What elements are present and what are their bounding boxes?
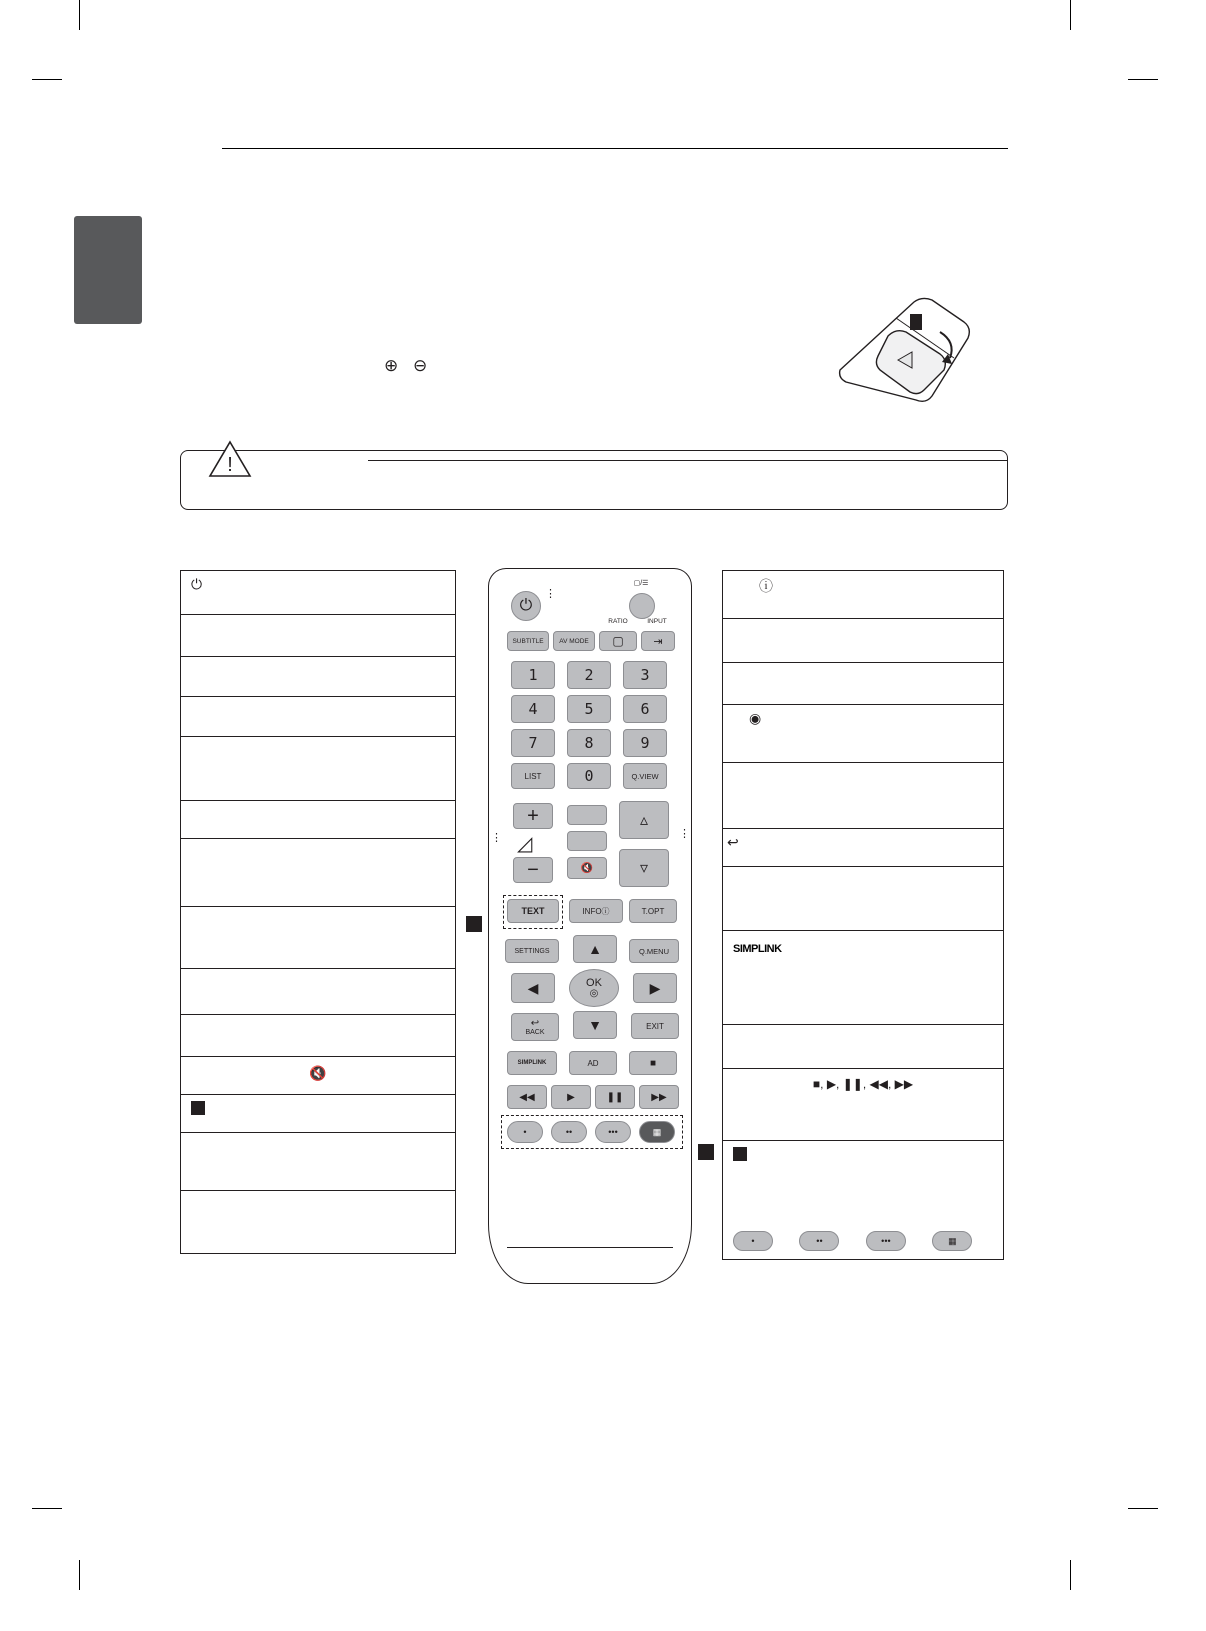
table-row xyxy=(723,619,1003,663)
table-cell-text xyxy=(181,1191,455,1199)
power-button[interactable]: ⏻ xyxy=(511,591,541,621)
left-description-table xyxy=(180,570,456,1254)
table-cell-text xyxy=(181,697,455,705)
remote-bottom-separator xyxy=(507,1247,673,1248)
table-row xyxy=(181,571,455,615)
page-up-blank-button[interactable] xyxy=(567,805,607,825)
color-key-green-button[interactable]: •• xyxy=(551,1121,587,1143)
table-row xyxy=(181,1095,455,1133)
simplink-button[interactable]: SIMPLINK xyxy=(507,1051,557,1075)
ad-button[interactable]: AD xyxy=(569,1051,617,1075)
table-row xyxy=(723,663,1003,705)
table-cell-text xyxy=(181,801,455,809)
crop-mark-bottom-right xyxy=(1070,1560,1071,1590)
color-key-red-button[interactable]: • xyxy=(507,1121,543,1143)
minus-circle-icon: ⊖ xyxy=(412,356,428,375)
table-row xyxy=(181,1133,455,1191)
table-cell-text xyxy=(181,657,455,665)
playback-icons: ■, ▶, ❚❚, ◀◀, ▶▶ xyxy=(812,1077,914,1091)
table-row xyxy=(723,1069,1003,1141)
table-cell-text xyxy=(181,907,455,915)
crop-mark-left-bottom xyxy=(32,1508,62,1509)
color-key-green[interactable]: •• xyxy=(799,1231,839,1251)
volume-up-button[interactable]: + xyxy=(513,803,553,829)
plus-circle-icon: ⊕ xyxy=(384,356,399,375)
number-button-9[interactable]: 9 xyxy=(623,729,667,757)
number-button-2[interactable]: 2 xyxy=(567,661,611,689)
q-menu-button[interactable]: Q.MENU xyxy=(629,939,679,963)
ratio-button[interactable]: ▢ xyxy=(599,631,637,651)
callout-marker-left xyxy=(466,916,482,932)
back-icon: ↩ xyxy=(727,834,739,850)
back-label: BACK xyxy=(525,1028,545,1036)
play-button[interactable]: ▶ xyxy=(551,1085,591,1109)
table-row xyxy=(723,867,1003,931)
record-icon: ◉ xyxy=(749,710,762,726)
table-row xyxy=(723,1141,1003,1259)
text-button[interactable]: TEXT xyxy=(507,899,559,923)
nav-down-button[interactable]: ▼ xyxy=(573,1011,617,1039)
nav-left-button[interactable]: ◀ xyxy=(511,973,555,1003)
dots-decoration: ⋮ xyxy=(545,588,557,600)
color-key-yellow[interactable]: ••• xyxy=(866,1231,906,1251)
q-view-button[interactable]: Q.VIEW xyxy=(623,763,667,789)
subtitle-button[interactable]: SUBTITLE xyxy=(507,631,549,651)
color-key-blue-button[interactable]: ▦ xyxy=(639,1121,675,1143)
svg-text:!: ! xyxy=(227,454,233,476)
remote-control-diagram xyxy=(488,568,692,1284)
ok-button[interactable] xyxy=(569,969,619,1007)
table-row xyxy=(181,1057,455,1095)
table-row xyxy=(723,705,1003,763)
rewind-button[interactable]: ◀◀ xyxy=(507,1085,547,1109)
table-row xyxy=(181,1015,455,1057)
info-icon: ⓘ xyxy=(759,578,773,594)
channel-down-button[interactable]: ▿ xyxy=(619,849,669,887)
list-button[interactable]: LIST xyxy=(511,763,555,789)
crop-mark-top-left xyxy=(79,0,80,30)
table-cell-text xyxy=(181,969,455,977)
table-cell-text xyxy=(723,619,1003,627)
mute-icon: 🔇 xyxy=(309,1065,327,1081)
crop-mark-left-top xyxy=(32,79,62,80)
crop-mark-right-top xyxy=(1128,79,1158,80)
caution-rule xyxy=(368,460,1008,461)
ok-label: OK xyxy=(586,976,602,989)
channel-up-button[interactable]: ▵ xyxy=(619,801,669,839)
dots-decoration-left: ⋮ xyxy=(491,832,503,844)
right-description-table xyxy=(722,570,1004,1260)
number-button-1[interactable]: 1 xyxy=(511,661,555,689)
table-cell-text xyxy=(181,1133,455,1141)
table-cell-text xyxy=(723,763,1003,771)
number-button-8[interactable]: 8 xyxy=(567,729,611,757)
color-key-blue[interactable]: ▦ xyxy=(932,1231,972,1251)
page-down-blank-button[interactable] xyxy=(567,831,607,851)
warning-triangle-icon xyxy=(208,440,252,476)
ratio-label: RATIO xyxy=(608,618,628,625)
table-cell-text xyxy=(181,615,455,623)
table-cell-text xyxy=(181,839,455,847)
back-arrow-icon: ↩ xyxy=(530,1017,540,1029)
number-button-7[interactable]: 7 xyxy=(511,729,555,757)
number-button-3[interactable]: 3 xyxy=(623,661,667,689)
table-row xyxy=(723,571,1003,619)
chapter-side-tab xyxy=(74,216,142,324)
header-rule xyxy=(222,148,1008,149)
table-row xyxy=(723,763,1003,829)
table-row xyxy=(181,657,455,697)
table-row xyxy=(181,615,455,657)
power-icon: ⏻ xyxy=(191,576,203,592)
remote-battery-illustration xyxy=(836,296,976,408)
color-key-yellow-button[interactable]: ••• xyxy=(595,1121,631,1143)
number-button-0[interactable]: 0 xyxy=(567,763,611,789)
table-cell-text xyxy=(723,867,1003,875)
settings-button[interactable]: SETTINGS xyxy=(505,939,559,963)
index-square-icon xyxy=(733,1147,747,1161)
table-row xyxy=(181,737,455,801)
table-row xyxy=(181,1191,455,1253)
crop-mark-right-bottom xyxy=(1128,1508,1158,1509)
back-button[interactable] xyxy=(511,1013,559,1041)
tv-radio-button[interactable] xyxy=(629,593,655,619)
number-button-6[interactable]: 6 xyxy=(623,695,667,723)
table-cell-text xyxy=(181,737,455,745)
table-row xyxy=(181,801,455,839)
nav-right-button[interactable]: ▶ xyxy=(633,973,677,1003)
table-row xyxy=(723,829,1003,867)
number-button-4[interactable]: 4 xyxy=(511,695,555,723)
table-row xyxy=(181,697,455,737)
t-opt-button[interactable]: T.OPT xyxy=(629,899,677,923)
index-square-icon xyxy=(191,1101,205,1115)
callout-marker-right xyxy=(698,1144,714,1160)
table-row xyxy=(181,907,455,969)
fast-forward-button[interactable]: ▶▶ xyxy=(639,1085,679,1109)
crop-mark-top-right xyxy=(1070,0,1071,30)
stop-button[interactable]: ■ xyxy=(629,1051,677,1075)
body-plus-minus-glyphs xyxy=(384,356,427,376)
table-row xyxy=(181,969,455,1015)
color-key-red[interactable]: • xyxy=(733,1231,773,1251)
volume-down-button[interactable]: − xyxy=(513,857,553,883)
crop-mark-bottom-left xyxy=(79,1560,80,1590)
av-mode-button[interactable]: AV MODE xyxy=(553,631,595,651)
info-button[interactable]: INFOⓘ xyxy=(569,899,623,923)
input-label: INPUT xyxy=(647,618,667,625)
ok-dot-icon: ◎ xyxy=(589,987,599,999)
mute-button[interactable]: 🔇 xyxy=(567,857,607,879)
exit-button[interactable]: EXIT xyxy=(631,1013,679,1039)
tv-radio-label: ▢/☰ xyxy=(633,580,649,587)
simplink-logo: SIMPLINK xyxy=(733,943,782,955)
table-row xyxy=(723,931,1003,1025)
pause-button[interactable]: ❚❚ xyxy=(595,1085,635,1109)
input-button[interactable]: ⇥ xyxy=(641,631,675,651)
table-row xyxy=(723,1025,1003,1069)
nav-up-button[interactable]: ▲ xyxy=(573,935,617,963)
table-row xyxy=(181,839,455,907)
number-button-5[interactable]: 5 xyxy=(567,695,611,723)
table-cell-text xyxy=(723,663,1003,671)
dots-decoration-right: ⋮ xyxy=(679,828,691,840)
table-cell-text xyxy=(723,1025,1003,1033)
volume-icon: ◿ xyxy=(517,833,533,855)
table-cell-text xyxy=(181,1015,455,1023)
table-cell-text xyxy=(181,599,455,607)
caution-box xyxy=(180,450,1008,510)
